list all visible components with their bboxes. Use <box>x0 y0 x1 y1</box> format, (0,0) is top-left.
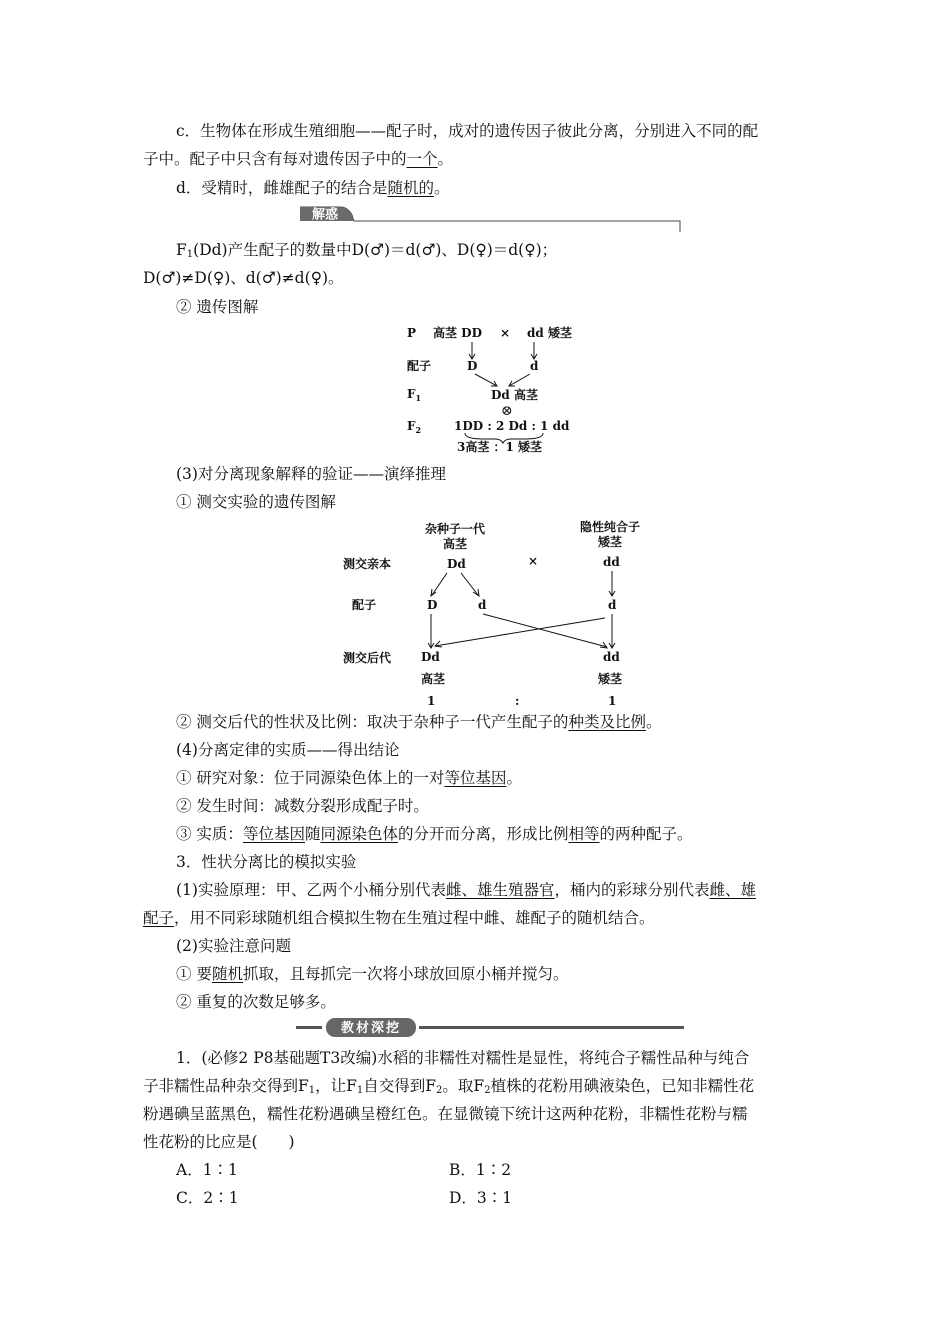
jiehuo-label: 解惑 <box>311 207 339 223</box>
heading-section-3-sim: 3．性状分离比的模拟实验 <box>176 853 357 871</box>
diag2-offspring-Dd: Dd <box>421 650 440 664</box>
question-1-line4: 性花粉的比应是( ) <box>143 1133 295 1151</box>
para-principle-line2: 配子，用不同彩球随机组合模拟生物在生殖过程中雌、雄配子的随机结合。 <box>143 909 655 927</box>
diag2-hybrid-line1: 杂种子一代 <box>424 522 486 536</box>
jiaocai-label: 教材深挖 <box>340 1021 402 1036</box>
option-d[interactable]: D．3∶1 <box>449 1189 513 1207</box>
para-testcross-result: ② 测交后代的性状及比例：取决于杂种子一代产生配子的种类及比例。 <box>176 713 662 731</box>
diag1-F1-genotype: Dd 高茎 <box>491 388 538 402</box>
diag1-P: P <box>407 326 417 340</box>
para-repeat: ② 重复的次数足够多。 <box>176 993 336 1011</box>
testcross-diagram <box>335 515 655 710</box>
para-essence: ③ 实质：等位基因随同源染色体的分开而分离，形成比例相等的两种配子。 <box>176 825 693 843</box>
f1-gamete-line2: D(♂)≠D(♀)、d(♂)≠d(♀)。 <box>143 269 344 287</box>
diag1-F1-label: $F_1$ <box>407 387 422 403</box>
option-a[interactable]: A．1∶1 <box>176 1161 238 1179</box>
diag2-offspring-dd: dd <box>603 650 620 664</box>
para-c-line2: 子中。配子中只含有每对遗传因子中的一个。 <box>143 150 454 168</box>
diag1-F2-genotype-ratio: 1DD : 2 Dd : 1 dd <box>454 419 570 433</box>
diag2-row-gametes: 配子 <box>352 598 377 612</box>
jiehuo-banner-shape <box>298 204 683 234</box>
diag2-gamete-D: D <box>427 598 438 612</box>
heading-attention: (2)实验注意问题 <box>176 937 291 955</box>
self-cross-icon: ⊗ <box>501 403 513 419</box>
jiaocai-banner <box>296 1016 684 1038</box>
diag2-row-parents: 测交亲本 <box>343 557 392 571</box>
para-random: ① 要随机抓取，且每抓完一次将小球放回原小桶并搅匀。 <box>176 965 569 983</box>
para-d: d．受精时，雌雄配子的结合是随机的。 <box>176 179 450 197</box>
diag2-recessive-line1: 隐性纯合子 <box>579 520 641 534</box>
diag1-parent-tall: 高茎 DD <box>433 326 482 340</box>
diag1-cross: × <box>500 326 511 340</box>
diag2-tall: 高茎 <box>421 672 446 686</box>
diag1-gamete-label: 配子 <box>407 359 432 373</box>
diag2-short: 矮茎 <box>598 672 623 686</box>
diag2-parent-Dd: Dd <box>447 557 466 571</box>
diag1-F2-phenotype-ratio: 3高茎 ：1 矮茎 <box>457 440 543 454</box>
heading-section-3: (3)对分离现象解释的验证——演绎推理 <box>176 465 446 483</box>
para-c-line1: c．生物体在形成生殖细胞——配子时，成对的遗传因子彼此分离，分别进入不同的配 <box>176 122 759 140</box>
diag1-F2-label: $F_2$ <box>407 419 422 435</box>
diag2-ratio-1b: 1 <box>608 694 617 708</box>
jiehuo-banner <box>298 204 683 234</box>
diag2-gamete-d-recessive: d <box>608 598 617 612</box>
diag2-gamete-d: d <box>478 598 487 612</box>
diag1-gamete-D: D <box>467 359 478 373</box>
diag1-parent-short: dd 矮茎 <box>527 326 572 340</box>
diag2-hybrid-line2: 高茎 <box>442 537 468 551</box>
heading-section-4: (4)分离定律的实质——得出结论 <box>176 741 400 759</box>
question-1-line1: 1．(必修2 P8基础题T3改编)水稻的非糯性对糯性是显性，将纯合子糯性品种与纯合 <box>176 1049 750 1067</box>
diag2-ratio-1a: 1 <box>427 694 436 708</box>
option-c[interactable]: C．2∶1 <box>176 1189 239 1207</box>
diag1-gamete-d: d <box>530 359 539 373</box>
option-b[interactable]: B．1∶2 <box>449 1161 512 1179</box>
para-object: ① 研究对象：位于同源染色体上的一对等位基因。 <box>176 769 522 787</box>
diag2-cross: × <box>528 554 539 568</box>
diag2-ratio-colon: : <box>515 694 520 708</box>
cross-diagram <box>395 318 595 460</box>
heading-diagram-2: ① 测交实验的遗传图解 <box>176 493 336 511</box>
heading-diagram-1: ② 遗传图解 <box>176 298 259 316</box>
f1-gamete-line: $F_1(Dd)$产生配子的数量中D(♂)＝d(♂)、D(♀)＝d(♀)； <box>176 241 558 260</box>
diag2-recessive-line2: 矮茎 <box>597 535 623 549</box>
question-1-line2: 子非糯性品种杂交得到$F_1$，让$F_1$自交得到$F_2$。取$F_2$植株的花粉用碘液染色，已知非糯性花 <box>143 1077 755 1096</box>
para-time: ② 发生时间：减数分裂形成配子时。 <box>176 797 429 815</box>
para-principle-line1: (1)实验原理：甲、乙两个小桶分别代表雌、雄生殖器官，桶内的彩球分别代表雌、雄 <box>176 881 757 899</box>
diag2-parent-dd: dd <box>603 555 620 569</box>
question-1-line3: 粉遇碘呈蓝黑色，糯性花粉遇碘呈橙红色。在显微镜下统计这两种花粉，非糯性花粉与糯 <box>143 1105 748 1123</box>
diag2-row-offspring: 测交后代 <box>343 651 392 665</box>
